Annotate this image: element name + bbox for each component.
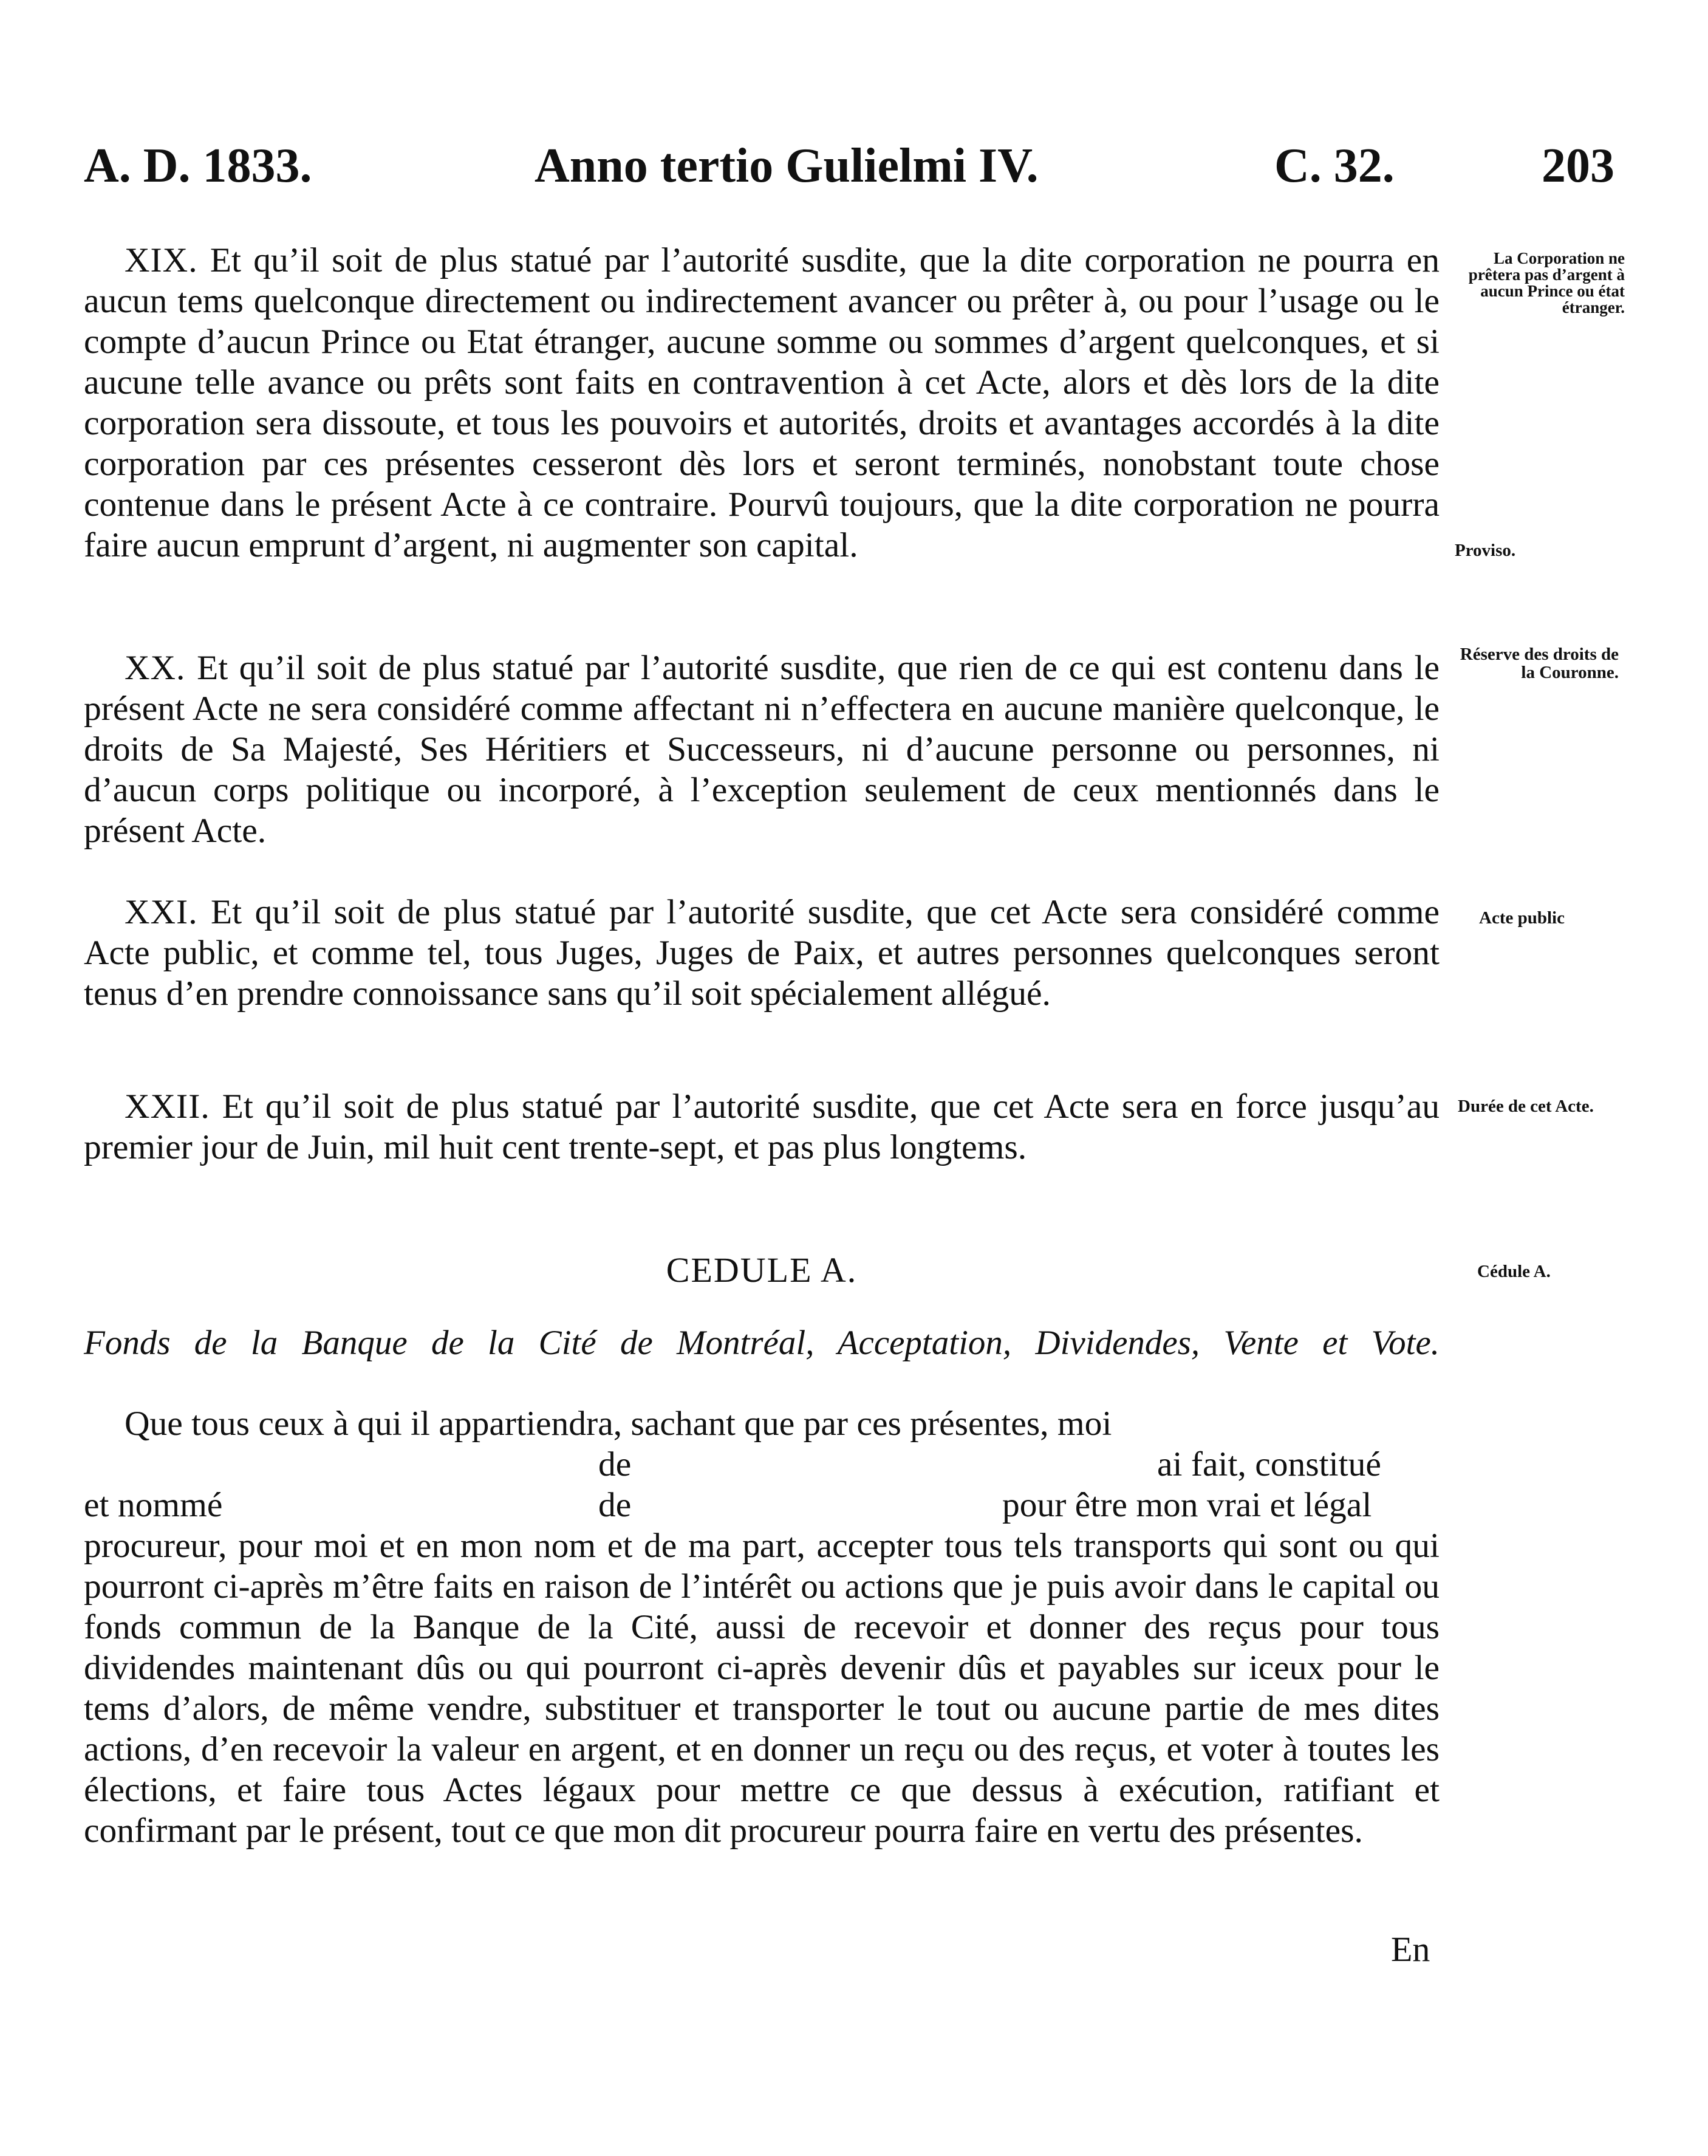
section-number: XIX. xyxy=(125,241,198,279)
header-title: Anno tertio Gulielmi IV. xyxy=(535,139,1039,193)
section-text: Et qu’il soit de plus statué par l’autorité susdite, que cet Acte sera en force jusqu’au premier jour de Juin, mil huit cent trente-sept, et pas plus longtems. xyxy=(84,1087,1440,1166)
header-chapter: C. 32. xyxy=(1274,139,1395,193)
form-start-3: et nommé xyxy=(84,1486,223,1524)
form-de-2: de xyxy=(598,1486,632,1524)
header-page-number: 203 xyxy=(1542,139,1614,193)
section-number: XX. xyxy=(125,649,186,687)
schedule-title: CEDULE A. xyxy=(666,1250,858,1290)
header-year: A. D. 1833. xyxy=(84,139,312,193)
section-number: XXI. xyxy=(125,893,198,931)
catchword: En xyxy=(1391,1929,1430,1969)
running-header xyxy=(84,132,1614,199)
margin-note-duree: Durée de cet Acte. xyxy=(1458,1097,1594,1116)
schedule-body: procureur, pour moi et en mon nom et de ma part, accepter tous tels transports qui sont ou qui pourront ci-après m’être faits en raison de l’intérêt ou actions que je puis avoir dans le capital ou fonds commun de la Banque de la Cité, aussi de recevoir et donner des reçus pour tous dividendes maintenant dûs ou qui pourront ci-après devenir dûs et payables sur iceux pour le tems d’alors, de même vendre, substituer et transporter le tout ou aucune partie de mes dites actions, d’en recevoir la valeur en argent, et en donner un reçu ou des reçus, et voter à toutes les élections, et faire tous Actes légaux pour mettre ce que dessus à exécution, ratifiant et confirmant par le présent, tout ce que mon dit procureur pourra faire en vertu des présentes. xyxy=(84,1527,1440,1850)
form-end-3: pour être mon vrai et légal xyxy=(1002,1486,1372,1524)
margin-note-corporation: La Corporation ne prêtera pas d’argent à aucun Prince ou état étranger. xyxy=(1468,249,1625,317)
schedule-subtitle: Fonds de la Banque de la Cité de Montréal, Acceptation, Dividendes, Vente et Vote. xyxy=(84,1324,1440,1362)
section-number: XXII. xyxy=(125,1087,210,1126)
form-line-1: Que tous ceux à qui il appartiendra, sachant que par ces présentes, moi xyxy=(125,1405,1112,1443)
form-de-1: de xyxy=(598,1445,632,1484)
section-xxi xyxy=(84,892,1440,1014)
section-xx xyxy=(84,648,1440,851)
section-text: Et qu’il soit de plus statué par l’autorité susdite, que rien de ce qui est contenu dans le présent Acte ne sera considéré comme affectant ni n’effectera en aucune manière quelconque, le droits de Sa Majesté, Ses Héritiers et Successeurs, ni d’aucune personne ou personnes, ni d’aucun corps politique ou incorporé, à l’exception seulement de ceux mentionnés dans le présent Acte. xyxy=(84,649,1440,850)
section-xxii xyxy=(84,1086,1440,1168)
margin-note-proviso: Proviso. xyxy=(1455,541,1516,560)
margin-note-cedule: Cédule A. xyxy=(1477,1262,1551,1281)
margin-note-reserve: Réserve des droits de la Couronne. xyxy=(1460,645,1619,682)
section-text: Et qu’il soit de plus statué par l’autorité susdite, que cet Acte sera considéré comme Acte public, et comme tel, tous Juges, Juges de Paix, et autres personnes quelconques seront tenus d’en prendre connoissance sans qu’il soit spécialement allégué. xyxy=(84,893,1440,1013)
form-end-2: ai fait, constitué xyxy=(1157,1445,1381,1484)
margin-note-acte-public: Acte public xyxy=(1479,908,1565,928)
section-text: Et qu’il soit de plus statué par l’autorité susdite, que la dite corporation ne pourra en aucun tems quelconque directement ou indirectement avancer ou prêter à, ou pour l’usage ou le compte d’aucun Prince ou Etat étranger, aucune somme ou sommes d’argent quelconques, et si aucune telle avance ou prêts sont faits en contravention à cet Acte, alors et dès lors de la dite corporation sera dissoute, et tous les pouvoirs et autorités, droits et avantages accordés à la dite corporation par ces présentes cesseront dès lors et seront terminés, nonobstant toute chose contenue dans le présent Acte à ce contraire. Pourvû toujours, que la dite corporation ne pourra faire aucun emprunt d’argent, ni augmenter son capital. xyxy=(84,241,1440,564)
section-xix xyxy=(84,240,1440,566)
